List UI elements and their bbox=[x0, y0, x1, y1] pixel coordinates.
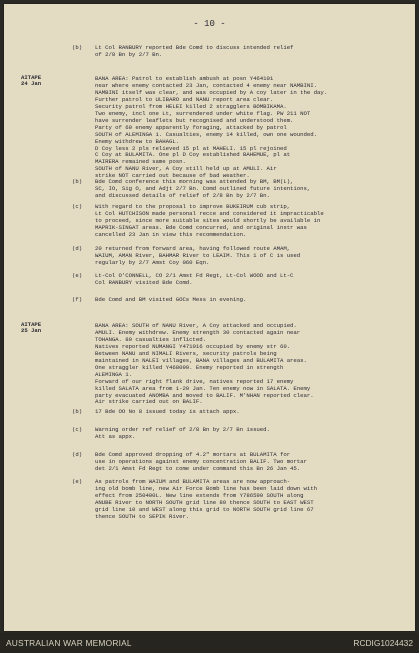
text-line: SOUTH of ALEMINGA 1. Casualties, enemy 14 killed, own one wounded. bbox=[95, 130, 317, 138]
text-line: 20 returned from forward area, having followed route AMAM, bbox=[95, 245, 291, 252]
text-line: Bde Comd conference this morning was attended by BM, BM(L), bbox=[95, 178, 294, 185]
text-line: BANA AREA: SOUTH of NANU River, A Coy attacked and occupied. bbox=[95, 322, 297, 329]
archive-name: AUSTRALIAN WAR MEMORIAL bbox=[6, 638, 132, 648]
text-line: Natives reported NUMANGI Y471016 occupied by enemy str 60. bbox=[95, 342, 291, 350]
text-line: SC, IO, Sig O, and Adjt 2/7 Bn. Comd outlined future intentions, bbox=[95, 184, 311, 192]
record-id: RCDIG1024432 bbox=[353, 638, 413, 648]
text-line: effect from 250400L. New line extends from Y786590 SOUTH along bbox=[95, 491, 304, 499]
text-line: NAMBINI itself was clear, and was occupied by A coy later in the day. bbox=[95, 88, 328, 96]
archive-footer bbox=[0, 633, 419, 653]
text-line: Att as appx. bbox=[95, 432, 136, 440]
text-line: have surrender leaflets but recognised and understood them. bbox=[95, 116, 294, 124]
page-number: - 10 - bbox=[193, 19, 226, 29]
text-line: Further patrol to ULIBARO and NANU report area clear. bbox=[95, 95, 274, 103]
text-line: MAIRERA remained same posn. bbox=[95, 158, 186, 166]
text-line: grid line 10 and WEST along this grid to NORTH SOUTH grid line 67 bbox=[95, 505, 314, 513]
document-page bbox=[4, 4, 415, 631]
text-line: and discussed details of relief of 2/8 Bn by 2/7 Bn. bbox=[95, 191, 270, 199]
text-line: Lt Col HUTCHISON made personal recce and considered it impracticable bbox=[95, 209, 324, 217]
text-line: Between NANU and NIMALI Rivers, security patrols being bbox=[95, 349, 277, 357]
text-line: Air strike carried out on BALIF. bbox=[95, 398, 203, 406]
paragraph-marker: (d) bbox=[72, 245, 83, 252]
text-line: of 2/8 Bn by 2/7 Bn. bbox=[95, 50, 163, 58]
text-line: ALEMINGA 1. bbox=[95, 370, 132, 378]
text-line: Party of 60 enemy apparently foraging, attacked by patrol bbox=[95, 123, 287, 131]
text-line: Bde Comd and BM visited GOCs Mess in evening. bbox=[95, 296, 247, 303]
paragraph-marker: (b) bbox=[72, 178, 83, 185]
text-line: As patrols from WAIUM and BULAMITA areas are now approach- bbox=[95, 478, 291, 485]
text-line: Lt Col RANBURY reported Bde Comd to discuss intended relief bbox=[95, 44, 294, 51]
text-line: AMULI. Enemy withdrew. Enemy strength 30 contacted again near bbox=[95, 328, 301, 336]
text-line: MAPRIK-SINGAT areas. Bde Comd concurred, and original instr was bbox=[95, 223, 307, 231]
text-line: C Coy at BULAMITA. One pl D Coy established BAHEMUE, pl at bbox=[95, 151, 291, 159]
paragraph-marker: (c) bbox=[72, 426, 83, 433]
paragraph-marker: (b) bbox=[72, 44, 83, 51]
text-line: D Coy less 2 pls relieved 15 pl at MAHELI. 15 pl rejoined bbox=[95, 144, 287, 152]
text-line: Forward of our right flank drive, natives reported 17 enemy bbox=[95, 377, 294, 385]
paragraph-marker: (d) bbox=[72, 451, 83, 458]
paragraph-marker: (e) bbox=[72, 272, 83, 279]
text-line: Bde Comd approved dropping of 4.2" mortars at BULAMITA for bbox=[95, 451, 291, 458]
text-line: With regard to the proposal to improve BUKEIRUM cub strip, bbox=[95, 203, 291, 210]
text-line: SOUTH of NANU River, A Coy still held up at AMULI. Air bbox=[95, 165, 277, 173]
text-line: ing old bomb line, new Air Force Bomb line has been laid down with bbox=[95, 484, 317, 492]
text-line: cancelled 23 Jan in view this recommendation. bbox=[95, 230, 247, 238]
text-line: Warning order ref relief of 2/8 Bn by 2/7 Bn issued. bbox=[95, 426, 270, 433]
paragraph-marker: (f) bbox=[72, 296, 83, 303]
text-line: det 2/1 Amst Fd Regt to come under command this Bn 26 Jan 45. bbox=[95, 464, 301, 472]
text-line: maintained in NALEI villages, BANA villages and BULAMITA areas. bbox=[95, 356, 307, 364]
text-line: Two enemy, incl one Lt, surrendered under white flag. PW 211 NOT bbox=[95, 109, 311, 117]
text-line: Enemy withdrew to BAHAGL. bbox=[95, 137, 180, 145]
text-line: strike NOT carried out because of bad weather. bbox=[95, 172, 250, 180]
text-line: to proceed, since more suitable sites would shortly be available in bbox=[95, 216, 321, 224]
text-line: Security patrol from HELEI killed 2 stragglers BOMBIKAMA. bbox=[95, 102, 287, 110]
text-line: One straggler killed Y468099. Enemy reported in strength bbox=[95, 363, 284, 371]
text-line: thence SOUTH to SEPIK River. bbox=[95, 512, 190, 520]
place-date-label: AITAPE 24 Jan bbox=[21, 74, 42, 88]
text-line: 17 Bde OO No 8 issued today is attach appx. bbox=[95, 408, 240, 415]
text-line: regularly by 2/7 Amst Coy 060 Eqn. bbox=[95, 258, 210, 266]
text-line: ANUBE River to NORTH SOUTH grid line 80 thence SOUTH to EAST WEST bbox=[95, 498, 314, 506]
paragraph-marker: (e) bbox=[72, 478, 83, 485]
text-line: BANA AREA: Patrol to establish ambush at posn Y464101 bbox=[95, 75, 274, 82]
text-line: WAIUM, AMAN River, BAHMAR River to LEAIM. This 1 of C is used bbox=[95, 251, 301, 259]
text-line: killed SALATA area from 1-20 Jan. Ten enemy now in SALATA. Enemy bbox=[95, 384, 311, 392]
text-line: near where enemy contacted 23 Jan, contacted 4 enemy near NAMBINI. bbox=[95, 81, 317, 89]
place-date-label: AITAPE 25 Jan bbox=[21, 321, 42, 335]
paragraph-marker: (b) bbox=[72, 408, 83, 415]
text-line: use in operations against enemy concentration BALIF. Two mortar bbox=[95, 457, 307, 465]
paragraph-marker: (c) bbox=[72, 203, 83, 210]
text-line: Lt-Col O'CONNELL, CO 2/1 Amst Fd Regt, Lt-Col WOOD and Lt-C bbox=[95, 272, 294, 279]
text-line: TOHANGA. 80 casualties inflicted. bbox=[95, 335, 206, 343]
text-line: Col RANBURY visited Bde Comd. bbox=[95, 278, 193, 286]
text-line: party evacuated ANOMBA and moved to BALIF. M'NHAN reported clear. bbox=[95, 391, 314, 399]
